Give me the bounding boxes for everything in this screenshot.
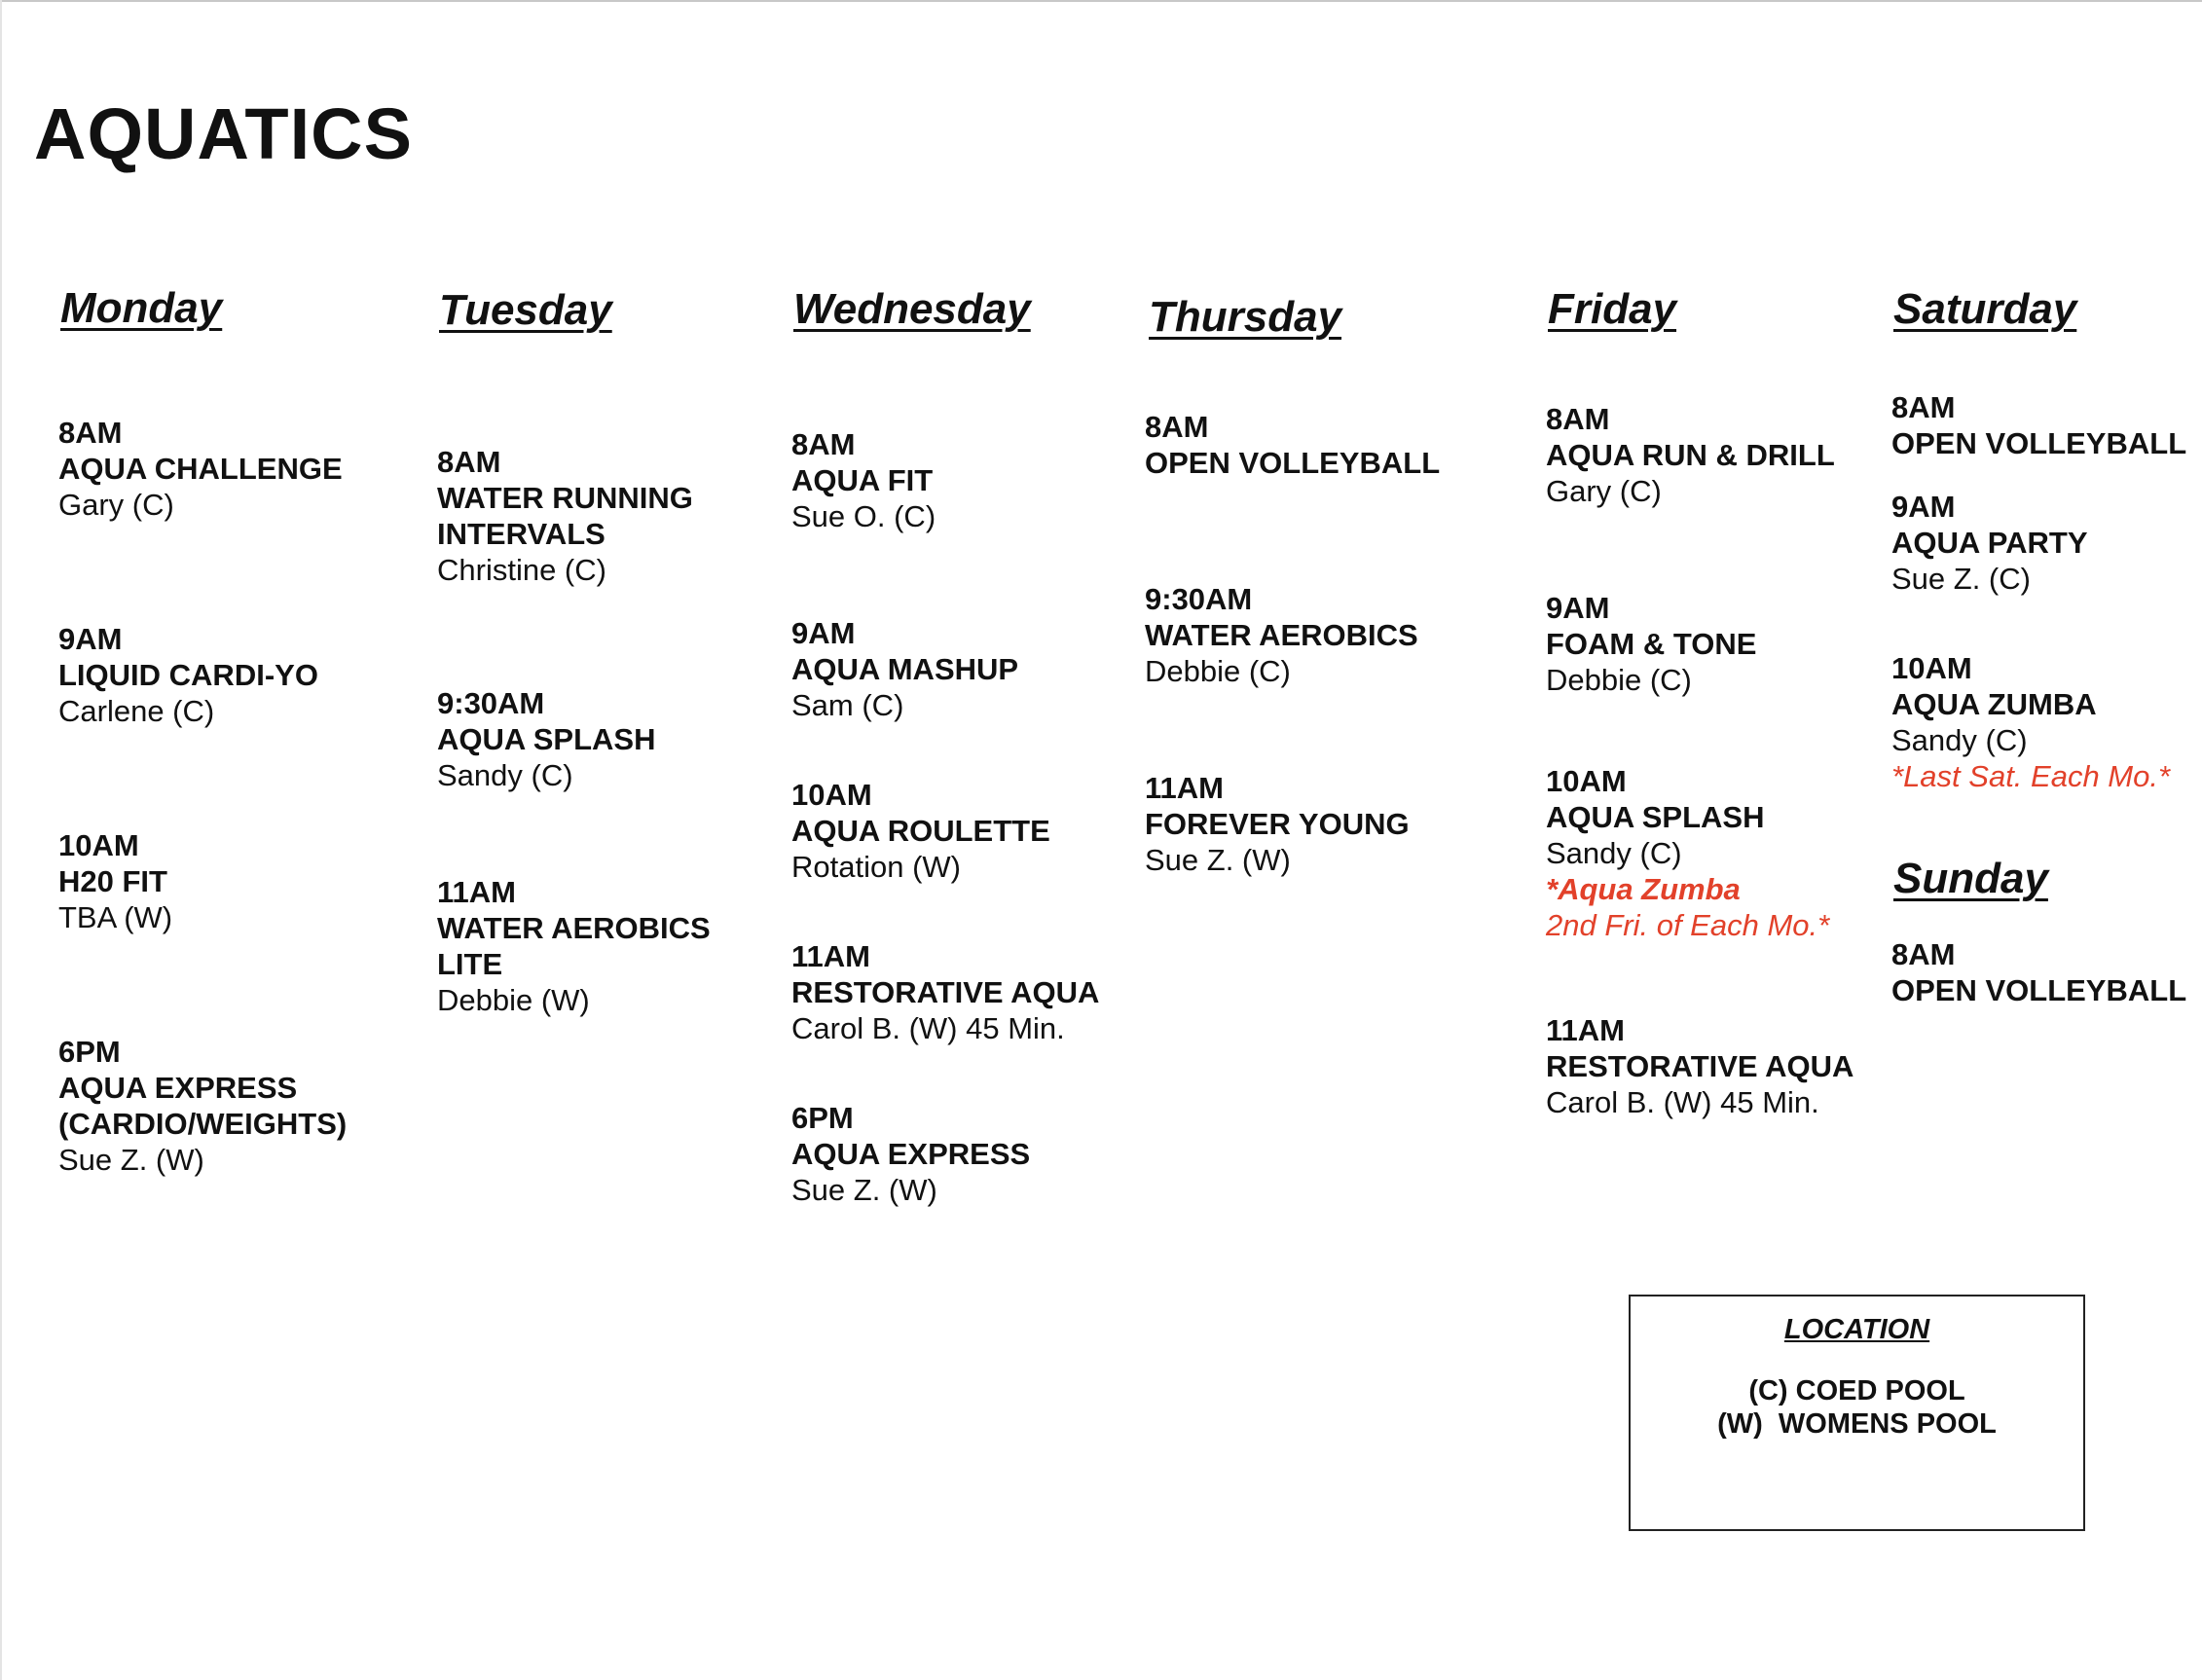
session-class: INTERVALS xyxy=(437,517,606,551)
session-time: 6PM xyxy=(791,1101,854,1135)
session-instructor: Debbie (C) xyxy=(1145,654,1291,688)
session-note: *Aqua Zumba xyxy=(1546,872,1741,906)
session-time: 10AM xyxy=(58,828,139,862)
session-class: LIQUID CARDI-YO xyxy=(58,658,318,692)
session-class: FOAM & TONE xyxy=(1546,627,1757,661)
session-time: 11AM xyxy=(1546,1013,1625,1047)
day-heading-sunday: Sunday xyxy=(1893,855,2048,902)
session-time: 11AM xyxy=(437,875,516,909)
session-instructor: Rotation (W) xyxy=(791,850,961,884)
session-card xyxy=(1891,936,2202,1008)
session-card xyxy=(791,615,1200,723)
day-heading-thursday: Thursday xyxy=(1149,293,1342,341)
session-time: 11AM xyxy=(791,939,870,973)
session-time: 9:30AM xyxy=(437,686,545,720)
session-time: 9AM xyxy=(791,616,856,650)
session-class: AQUA FIT xyxy=(791,463,934,497)
session-time: 10AM xyxy=(1546,764,1627,798)
day-heading-monday: Monday xyxy=(60,284,223,332)
location-legend xyxy=(1629,1295,2085,1531)
session-instructor: Sue Z. (W) xyxy=(791,1173,937,1207)
session-card xyxy=(791,777,1200,885)
session-card xyxy=(1891,489,2202,597)
session-card xyxy=(58,827,467,935)
session-class: OPEN VOLLEYBALL xyxy=(1891,973,2187,1007)
session-card xyxy=(791,938,1200,1046)
session-class: AQUA SPLASH xyxy=(437,722,656,756)
day-heading-friday: Friday xyxy=(1548,285,1677,333)
session-time: 11AM xyxy=(1145,771,1224,805)
session-instructor: Sue Z. (C) xyxy=(1891,562,2031,596)
session-instructor: Sandy (C) xyxy=(1891,723,2028,757)
session-time: 8AM xyxy=(1145,410,1209,444)
session-time: 9AM xyxy=(1546,591,1610,625)
session-time: 8AM xyxy=(1546,402,1610,436)
session-instructor: Gary (C) xyxy=(58,488,174,522)
session-class: AQUA SPLASH xyxy=(1546,800,1765,834)
session-time: 8AM xyxy=(58,416,123,450)
session-card xyxy=(1145,409,1554,481)
session-class: AQUA MASHUP xyxy=(791,652,1019,686)
session-class: WATER AEROBICS xyxy=(437,911,711,945)
session-card xyxy=(437,444,846,588)
session-time: 9AM xyxy=(58,622,123,656)
session-instructor: Sue Z. (W) xyxy=(1145,843,1291,877)
session-class: FOREVER YOUNG xyxy=(1145,807,1410,841)
session-instructor: Carol B. (W) 45 Min. xyxy=(1546,1085,1819,1119)
session-instructor: Sue Z. (W) xyxy=(58,1143,204,1177)
session-card xyxy=(1145,770,1554,878)
legend-coed-pool: (C) COED POOL xyxy=(1748,1375,1965,1406)
session-time: 8AM xyxy=(1891,390,1956,424)
session-class: AQUA ZUMBA xyxy=(1891,687,2097,721)
session-class: AQUA EXPRESS xyxy=(58,1071,298,1105)
session-class: AQUA ROULETTE xyxy=(791,814,1050,848)
session-note: *Last Sat. Each Mo.* xyxy=(1891,759,2171,793)
session-time: 8AM xyxy=(1891,937,1956,971)
session-card xyxy=(1891,650,2202,794)
session-note: 2nd Fri. of Each Mo.* xyxy=(1546,908,1830,942)
session-card xyxy=(58,415,467,523)
session-class: AQUA EXPRESS xyxy=(791,1137,1031,1171)
session-time: 9AM xyxy=(1891,490,1956,524)
session-time: 8AM xyxy=(791,427,856,461)
session-instructor: Sam (C) xyxy=(791,688,904,722)
session-class: H20 FIT xyxy=(58,864,167,898)
session-instructor: Christine (C) xyxy=(437,553,606,587)
session-time: 8AM xyxy=(437,445,501,479)
session-class: AQUA PARTY xyxy=(1891,526,2088,560)
page-top-border xyxy=(0,0,2202,2)
session-instructor: Debbie (C) xyxy=(1546,663,1692,697)
session-instructor: Carlene (C) xyxy=(58,694,215,728)
day-heading-tuesday: Tuesday xyxy=(439,286,612,334)
legend-womens-pool: (W) WOMENS POOL xyxy=(1717,1408,1997,1440)
session-card xyxy=(1546,1012,1955,1120)
page-title: AQUATICS xyxy=(34,93,413,174)
session-card xyxy=(437,685,846,793)
session-time: 6PM xyxy=(58,1035,121,1069)
session-instructor: Sandy (C) xyxy=(1546,836,1682,870)
session-class: LITE xyxy=(437,947,503,981)
session-class: RESTORATIVE AQUA xyxy=(791,975,1100,1009)
session-instructor: TBA (W) xyxy=(58,900,173,934)
session-card xyxy=(58,621,467,729)
session-time: 10AM xyxy=(1891,651,1972,685)
session-class: OPEN VOLLEYBALL xyxy=(1145,446,1441,480)
session-class: RESTORATIVE AQUA xyxy=(1546,1049,1854,1083)
session-class: WATER AEROBICS xyxy=(1145,618,1418,652)
session-card xyxy=(791,426,1200,534)
session-class: AQUA CHALLENGE xyxy=(58,452,343,486)
day-heading-wednesday: Wednesday xyxy=(793,285,1031,333)
session-class: WATER RUNNING xyxy=(437,481,693,515)
session-time: 10AM xyxy=(791,778,872,812)
session-class: AQUA RUN & DRILL xyxy=(1546,438,1835,472)
session-class: (CARDIO/WEIGHTS) xyxy=(58,1107,348,1141)
session-card xyxy=(1145,581,1554,689)
session-class: OPEN VOLLEYBALL xyxy=(1891,426,2187,460)
page-left-border xyxy=(0,0,2,1680)
session-card xyxy=(1891,389,2202,461)
session-time: 9:30AM xyxy=(1145,582,1253,616)
session-card xyxy=(437,874,846,1018)
session-card xyxy=(791,1100,1200,1208)
session-instructor: Debbie (W) xyxy=(437,983,590,1017)
session-instructor: Sandy (C) xyxy=(437,758,573,792)
session-instructor: Carol B. (W) 45 Min. xyxy=(791,1011,1065,1045)
session-instructor: Gary (C) xyxy=(1546,474,1662,508)
session-card xyxy=(58,1034,467,1178)
legend-title: LOCATION xyxy=(1783,1314,1930,1345)
day-heading-saturday: Saturday xyxy=(1893,285,2077,333)
session-instructor: Sue O. (C) xyxy=(791,499,936,533)
